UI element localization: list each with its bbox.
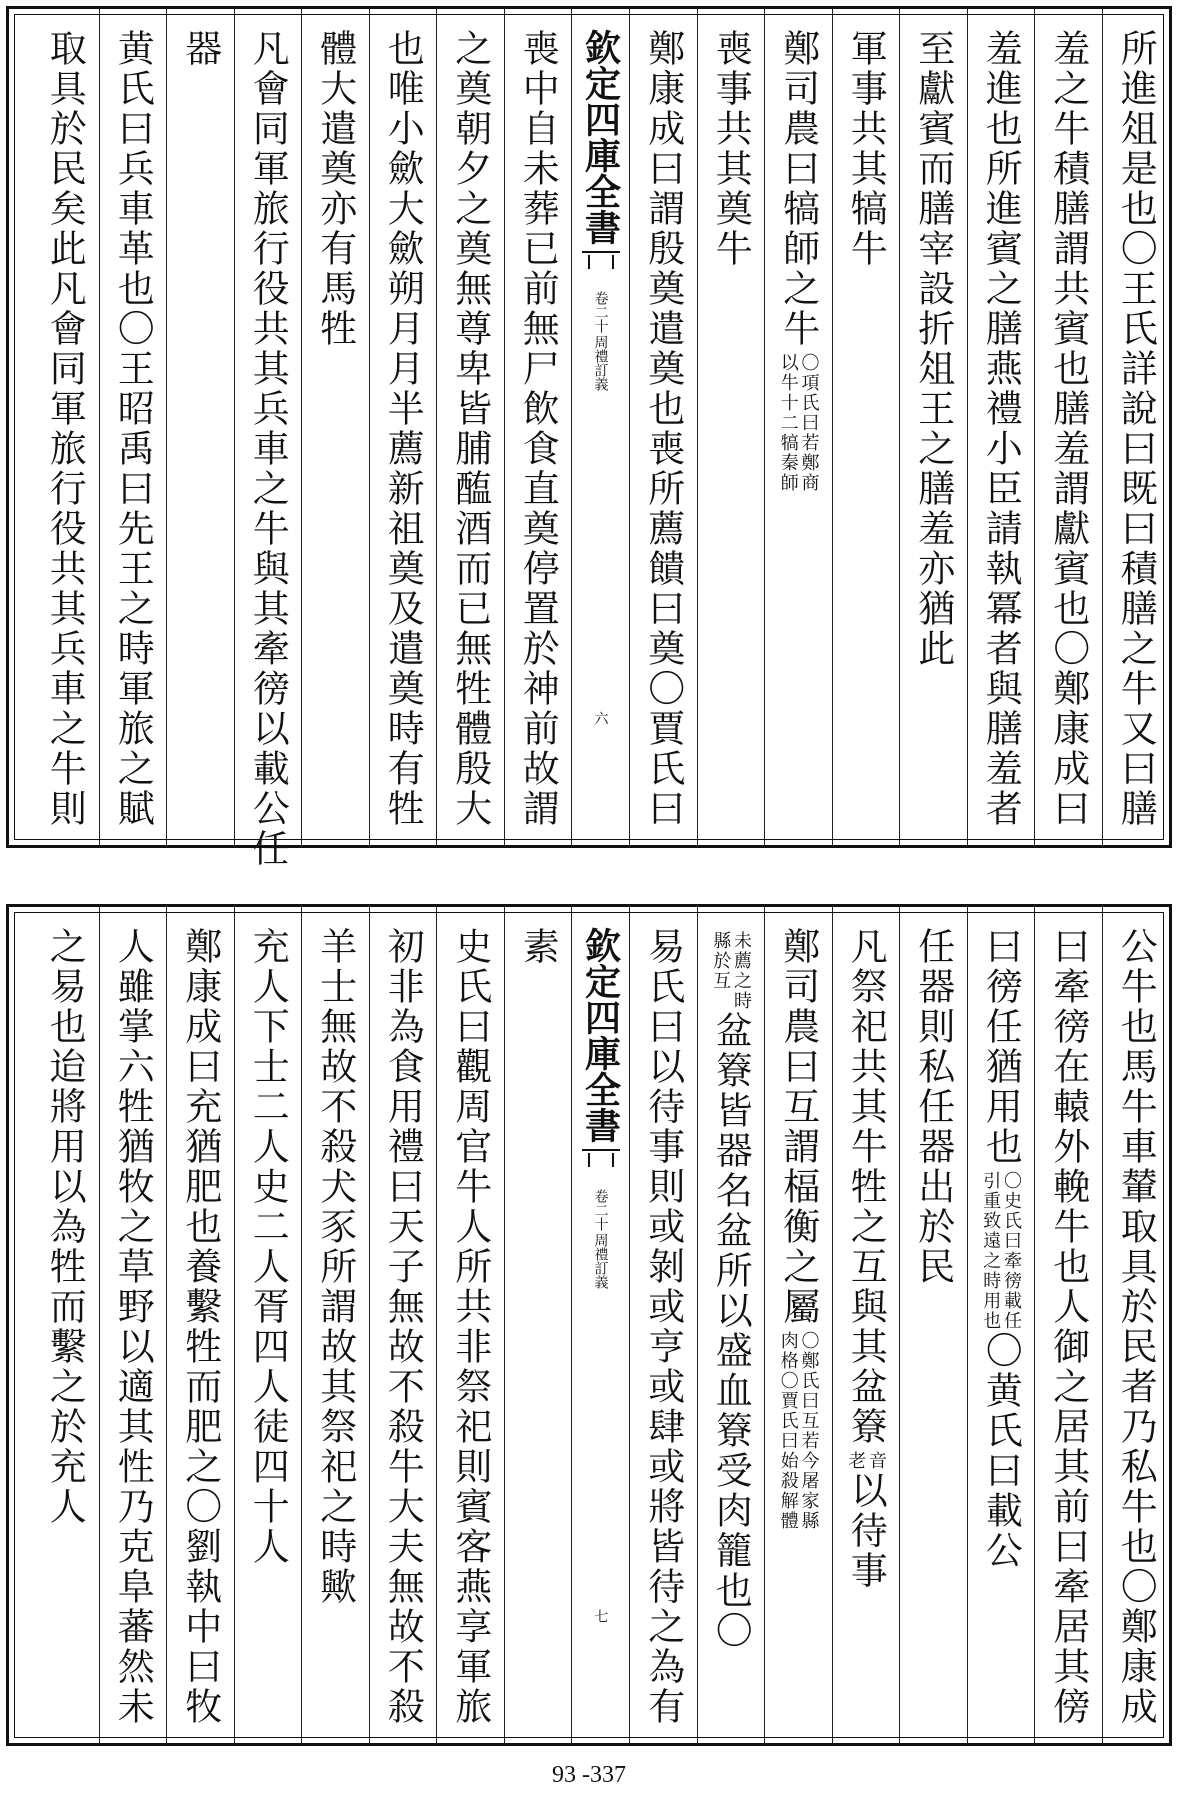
book-info-line: 周禮訂義 <box>592 335 609 391</box>
column-text-continued: 〇黄氏曰載公 <box>979 1331 1023 1571</box>
text-column <box>832 9 900 845</box>
column-text: 充人下士二人史二人胥四人徒四十人 <box>246 927 290 1567</box>
column-text: 易氏曰以待事則或剝或亨或肆或將皆待之為有 <box>641 927 685 1727</box>
column-body <box>313 29 357 349</box>
text-column <box>1034 9 1102 845</box>
column-body <box>43 927 87 1527</box>
page-number: 93 -337 <box>552 1762 626 1788</box>
column-text-continued: 以待事 <box>844 1471 888 1591</box>
text-column <box>99 9 167 845</box>
annotation-line: 〇項氏曰若鄭商 <box>798 353 820 493</box>
column-body <box>111 927 155 1727</box>
column-text: 之奠朝夕之奠無尊卑皆脯醢酒而已無牲體殷大 <box>448 29 492 829</box>
annotation-line: 老 <box>845 1451 867 1471</box>
column-body <box>1046 29 1090 829</box>
text-column <box>899 9 967 845</box>
page-top <box>6 6 1172 869</box>
column-body <box>979 29 1023 829</box>
text-column <box>697 9 765 845</box>
annotation-line: 縣於互 <box>710 931 732 991</box>
text-column <box>1034 907 1102 1743</box>
text-column <box>764 907 832 1743</box>
column-body <box>641 927 685 1727</box>
annotation-line: 〇史氏曰牽徬載任 <box>1001 1171 1023 1331</box>
column-body <box>178 29 222 69</box>
column-text: 盆簝皆器名盆所以盛血簝受肉籠也〇 <box>709 1011 753 1651</box>
column-text: 器 <box>178 29 222 69</box>
column-text: 曰牽徬在轅外輓牛也人御之居其前曰牽居其傍 <box>1046 927 1090 1727</box>
column-body <box>313 927 357 1607</box>
column-text: 初非為食用禮曰天子無故不殺牛大夫無故不殺 <box>381 927 425 1727</box>
fishtail-mark <box>582 251 620 277</box>
leaf-number: 七 <box>592 1609 609 1623</box>
column-text: 鄭康成曰謂殷奠遣奠也喪所薦饋曰奠〇賈氏曰 <box>641 29 685 829</box>
column-text: 曰徬任猶用也 <box>979 927 1023 1167</box>
column-text: 鄭司農曰犒師之牛 <box>776 29 820 349</box>
column-body <box>911 927 955 1287</box>
column-text: 史氏曰觀周官牛人所共非祭祀則賓客燕享軍旅 <box>448 927 492 1727</box>
text-column <box>1102 9 1170 845</box>
column-text: 羞之牛積膳謂共賓也膳羞謂獻賓也〇鄭康成曰 <box>1046 29 1090 829</box>
column-text: 體大遣奠亦有馬牲 <box>313 29 357 349</box>
annotation <box>710 931 751 1011</box>
column-text: 軍事共其犒牛 <box>844 29 888 269</box>
column-text: 羊士無故不殺犬豕所謂故其祭祀之時歟 <box>313 927 357 1607</box>
column-body <box>178 927 222 1727</box>
text-column <box>31 907 99 1743</box>
text-column <box>31 9 99 845</box>
column-body <box>911 29 955 669</box>
annotation-line: 未薦之時 <box>731 931 753 1011</box>
column-body <box>845 927 886 1591</box>
column-body <box>641 29 685 829</box>
column-text: 也唯小歛大歛朔月月半薦新祖奠及遣奠時有牲 <box>381 29 425 829</box>
text-column <box>166 907 234 1743</box>
book-info <box>591 1189 611 1289</box>
column-body <box>844 29 888 269</box>
text-column <box>629 907 697 1743</box>
text-column <box>899 907 967 1743</box>
column-body <box>1114 927 1158 1727</box>
text-column <box>436 907 504 1743</box>
center-strip <box>571 907 629 1743</box>
column-body <box>246 927 290 1567</box>
column-text: 喪中自未葬已前無尸飲食直奠停置於神前故謂 <box>516 29 560 829</box>
column-body <box>778 927 819 1531</box>
column-text: 公牛也馬牛車輦取具於民者乃私牛也〇鄭康成 <box>1114 927 1158 1727</box>
book-info-line: 卷二十 <box>592 291 609 333</box>
column-text: 取具於民矣此凡會同軍旅行役共其兵車之牛則 <box>43 29 87 829</box>
column-text: 素 <box>516 927 560 967</box>
text-column <box>99 907 167 1743</box>
column-text: 人雖掌六牲猶牧之草野以適其性乃克阜蕃然未 <box>111 927 155 1727</box>
annotation-line: 引重致遠之時用也 <box>980 1171 1002 1331</box>
column-body <box>43 29 87 829</box>
annotation-line: 肉格〇賈氏曰始殺解體 <box>777 1331 799 1531</box>
text-column <box>369 9 437 845</box>
text-column <box>436 9 504 845</box>
column-text: 鄭康成曰充猶肥也養繫牲而肥之〇劉執中曰牧 <box>178 927 222 1727</box>
annotation <box>778 1331 819 1531</box>
column-text: 凡會同軍旅行役共其兵車之牛與其牽徬以載公任 <box>246 29 290 869</box>
column-body <box>381 29 425 829</box>
center-strip <box>571 9 629 845</box>
text-column <box>967 9 1035 845</box>
annotation <box>980 1171 1021 1331</box>
annotation <box>778 353 819 493</box>
text-column <box>629 9 697 845</box>
text-column <box>967 907 1035 1743</box>
column-body <box>381 927 425 1727</box>
text-column <box>504 9 572 845</box>
book-info-line: 卷二十 <box>592 1189 609 1231</box>
annotation-line: 音 <box>866 1451 888 1471</box>
column-text: 喪事共其奠牛 <box>709 29 753 269</box>
column-body <box>246 29 290 869</box>
fishtail-mark <box>582 1149 620 1175</box>
column-body <box>516 927 560 967</box>
column-body <box>516 29 560 829</box>
column-body <box>111 29 155 829</box>
book-info <box>591 291 611 391</box>
column-text: 黄氏曰兵車革也〇王昭禹曰先王之時軍旅之賦 <box>111 29 155 829</box>
text-column <box>301 9 369 845</box>
leaf-number: 六 <box>592 711 609 725</box>
annotation-line: 〇鄭氏曰互若今屠家縣 <box>798 1331 820 1531</box>
text-column <box>764 9 832 845</box>
column-body <box>980 927 1021 1571</box>
column-body <box>709 29 753 269</box>
column-text: 任器則私任器出於民 <box>911 927 955 1287</box>
column-text: 鄭司農曰互謂楅衡之屬 <box>776 927 820 1327</box>
column-body <box>778 29 819 493</box>
book-info-line: 周禮訂義 <box>592 1233 609 1289</box>
column-text: 至獻賓而膳宰設折俎王之膳羞亦猶此 <box>911 29 955 669</box>
text-column <box>504 907 572 1743</box>
column-body <box>710 927 751 1651</box>
column-body <box>1046 927 1090 1727</box>
column-text: 所進俎是也〇王氏詳說曰既曰積膳之牛又曰膳 <box>1114 29 1158 829</box>
text-column <box>166 9 234 845</box>
column-text: 羞進也所進賓之膳燕禮小臣請執冪者與膳羞者 <box>979 29 1023 829</box>
column-text: 凡祭祀共其牛牲之互與其盆簝 <box>844 927 888 1447</box>
column-body <box>448 927 492 1727</box>
column-text: 之易也迨將用以為牲而繫之於充人 <box>43 927 87 1527</box>
book-title: 欽定四庫全書 <box>579 927 622 1143</box>
annotation-line: 以牛十二犒秦師 <box>777 353 799 493</box>
text-column <box>369 907 437 1743</box>
column-body <box>1114 29 1158 829</box>
text-column <box>301 907 369 1743</box>
text-column <box>832 907 900 1743</box>
text-column <box>234 9 302 869</box>
column-body <box>448 29 492 829</box>
text-column <box>234 907 302 1743</box>
page-bottom <box>6 904 1172 1746</box>
text-column <box>1102 907 1170 1743</box>
book-title: 欽定四庫全書 <box>579 29 622 245</box>
text-column <box>697 907 765 1743</box>
annotation <box>845 1451 886 1471</box>
